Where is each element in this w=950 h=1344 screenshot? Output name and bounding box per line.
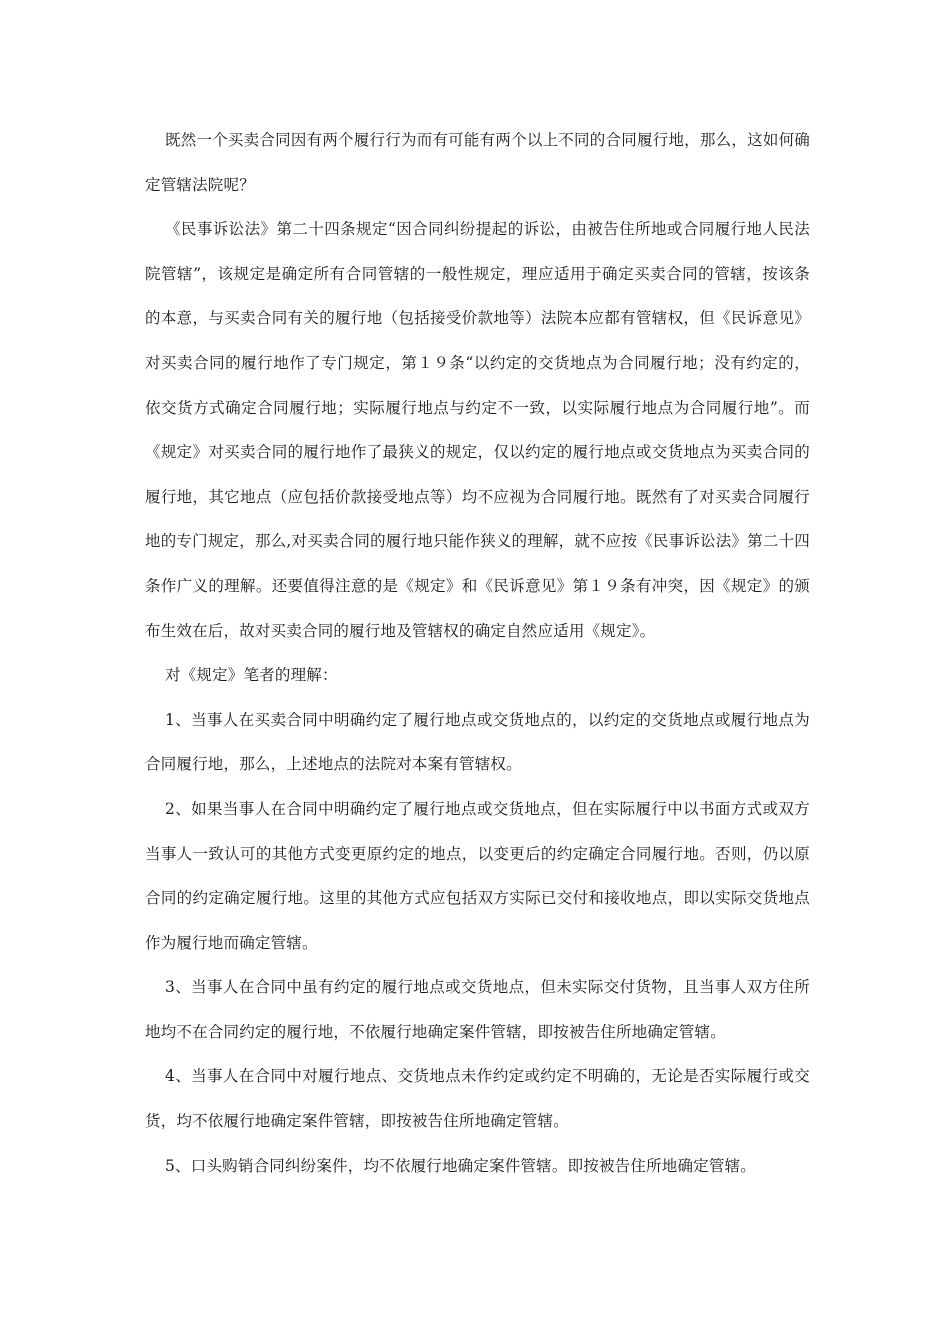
document-body — [145, 118, 810, 1188]
paragraph-author-understanding: 对《规定》笔者的理解： — [165, 666, 338, 685]
list-item-5: 5、口头购销合同纠纷案件，均不依履行地确定案件管辖。即按被告住所地确定管辖。 — [165, 1156, 756, 1175]
paragraph-legal-analysis: 《民事诉讼法》第二十四条规定“因合同纠纷提起的诉讼，由被告住所地或合同履行地人民法院管辖”，该规定是确定所有合同管辖的一般性规定，理应适用于确定买卖合同的管辖，按该条的本意，与买卖合同有关的履行地（包括接受价款地等）法院本应都有管辖权，但《民诉意见》对买卖合同的履行地作了专门规定，第１９条“以约定的交货地点为合同履行地；没有约定的，依交货方式确定合同履行地；实际履行地点与约定不一致，以实际履行地点为合同履行地”。而《规定》对买卖合同的履行地作了最狭义的规定，仅以约定的履行地点或交货地点为买卖合同的履行地，其它地点（应包括价款接受地点等）均不应视为合同履行地。既然有了对买卖合同履行地的专门规定，那么,对买卖合同的履行地只能作狭义的理解，就不应按《民事诉讼法》第二十四条作广义的理解。还要值得注意的是《规定》和《民诉意见》第１９条有冲突，因《规定》的颁布生效在后，故对买卖合同的履行地及管辖权的确定自然应适用《规定》。 — [145, 220, 810, 640]
list-item-4: 4、当事人在合同中对履行地点、交货地点未作约定或约定不明确的，无论是否实际履行或交货，均不依履行地确定案件管辖，即按被告住所地确定管辖。 — [145, 1067, 810, 1131]
paragraph-intro-question: 既然一个买卖合同因有两个履行行为而有可能有两个以上不同的合同履行地，那么，这如何确定管辖法院呢？ — [145, 131, 810, 194]
list-item-3: 3、当事人在合同中虽有约定的履行地点或交货地点，但未实际交付货物，且当事人双方住所地均不在合同约定的履行地，不依履行地确定案件管辖，即按被告住所地确定管辖。 — [145, 978, 810, 1041]
list-item-2: 2、如果当事人在合同中明确约定了履行地点或交货地点，但在实际履行中以书面方式或双方当事人一致认可的其他方式变更原约定的地点，以变更后的约定确定合同履行地。否则，仍以原合同的约定确定履行地。这里的其他方式应包括双方实际已交付和接收地点，即以实际交货地点作为履行地而确定管辖。 — [145, 799, 810, 952]
list-item-1: 1、当事人在买卖合同中明确约定了履行地点或交货地点的，以约定的交货地点或履行地点为合同履行地，那么，上述地点的法院对本案有管辖权。 — [145, 710, 810, 774]
